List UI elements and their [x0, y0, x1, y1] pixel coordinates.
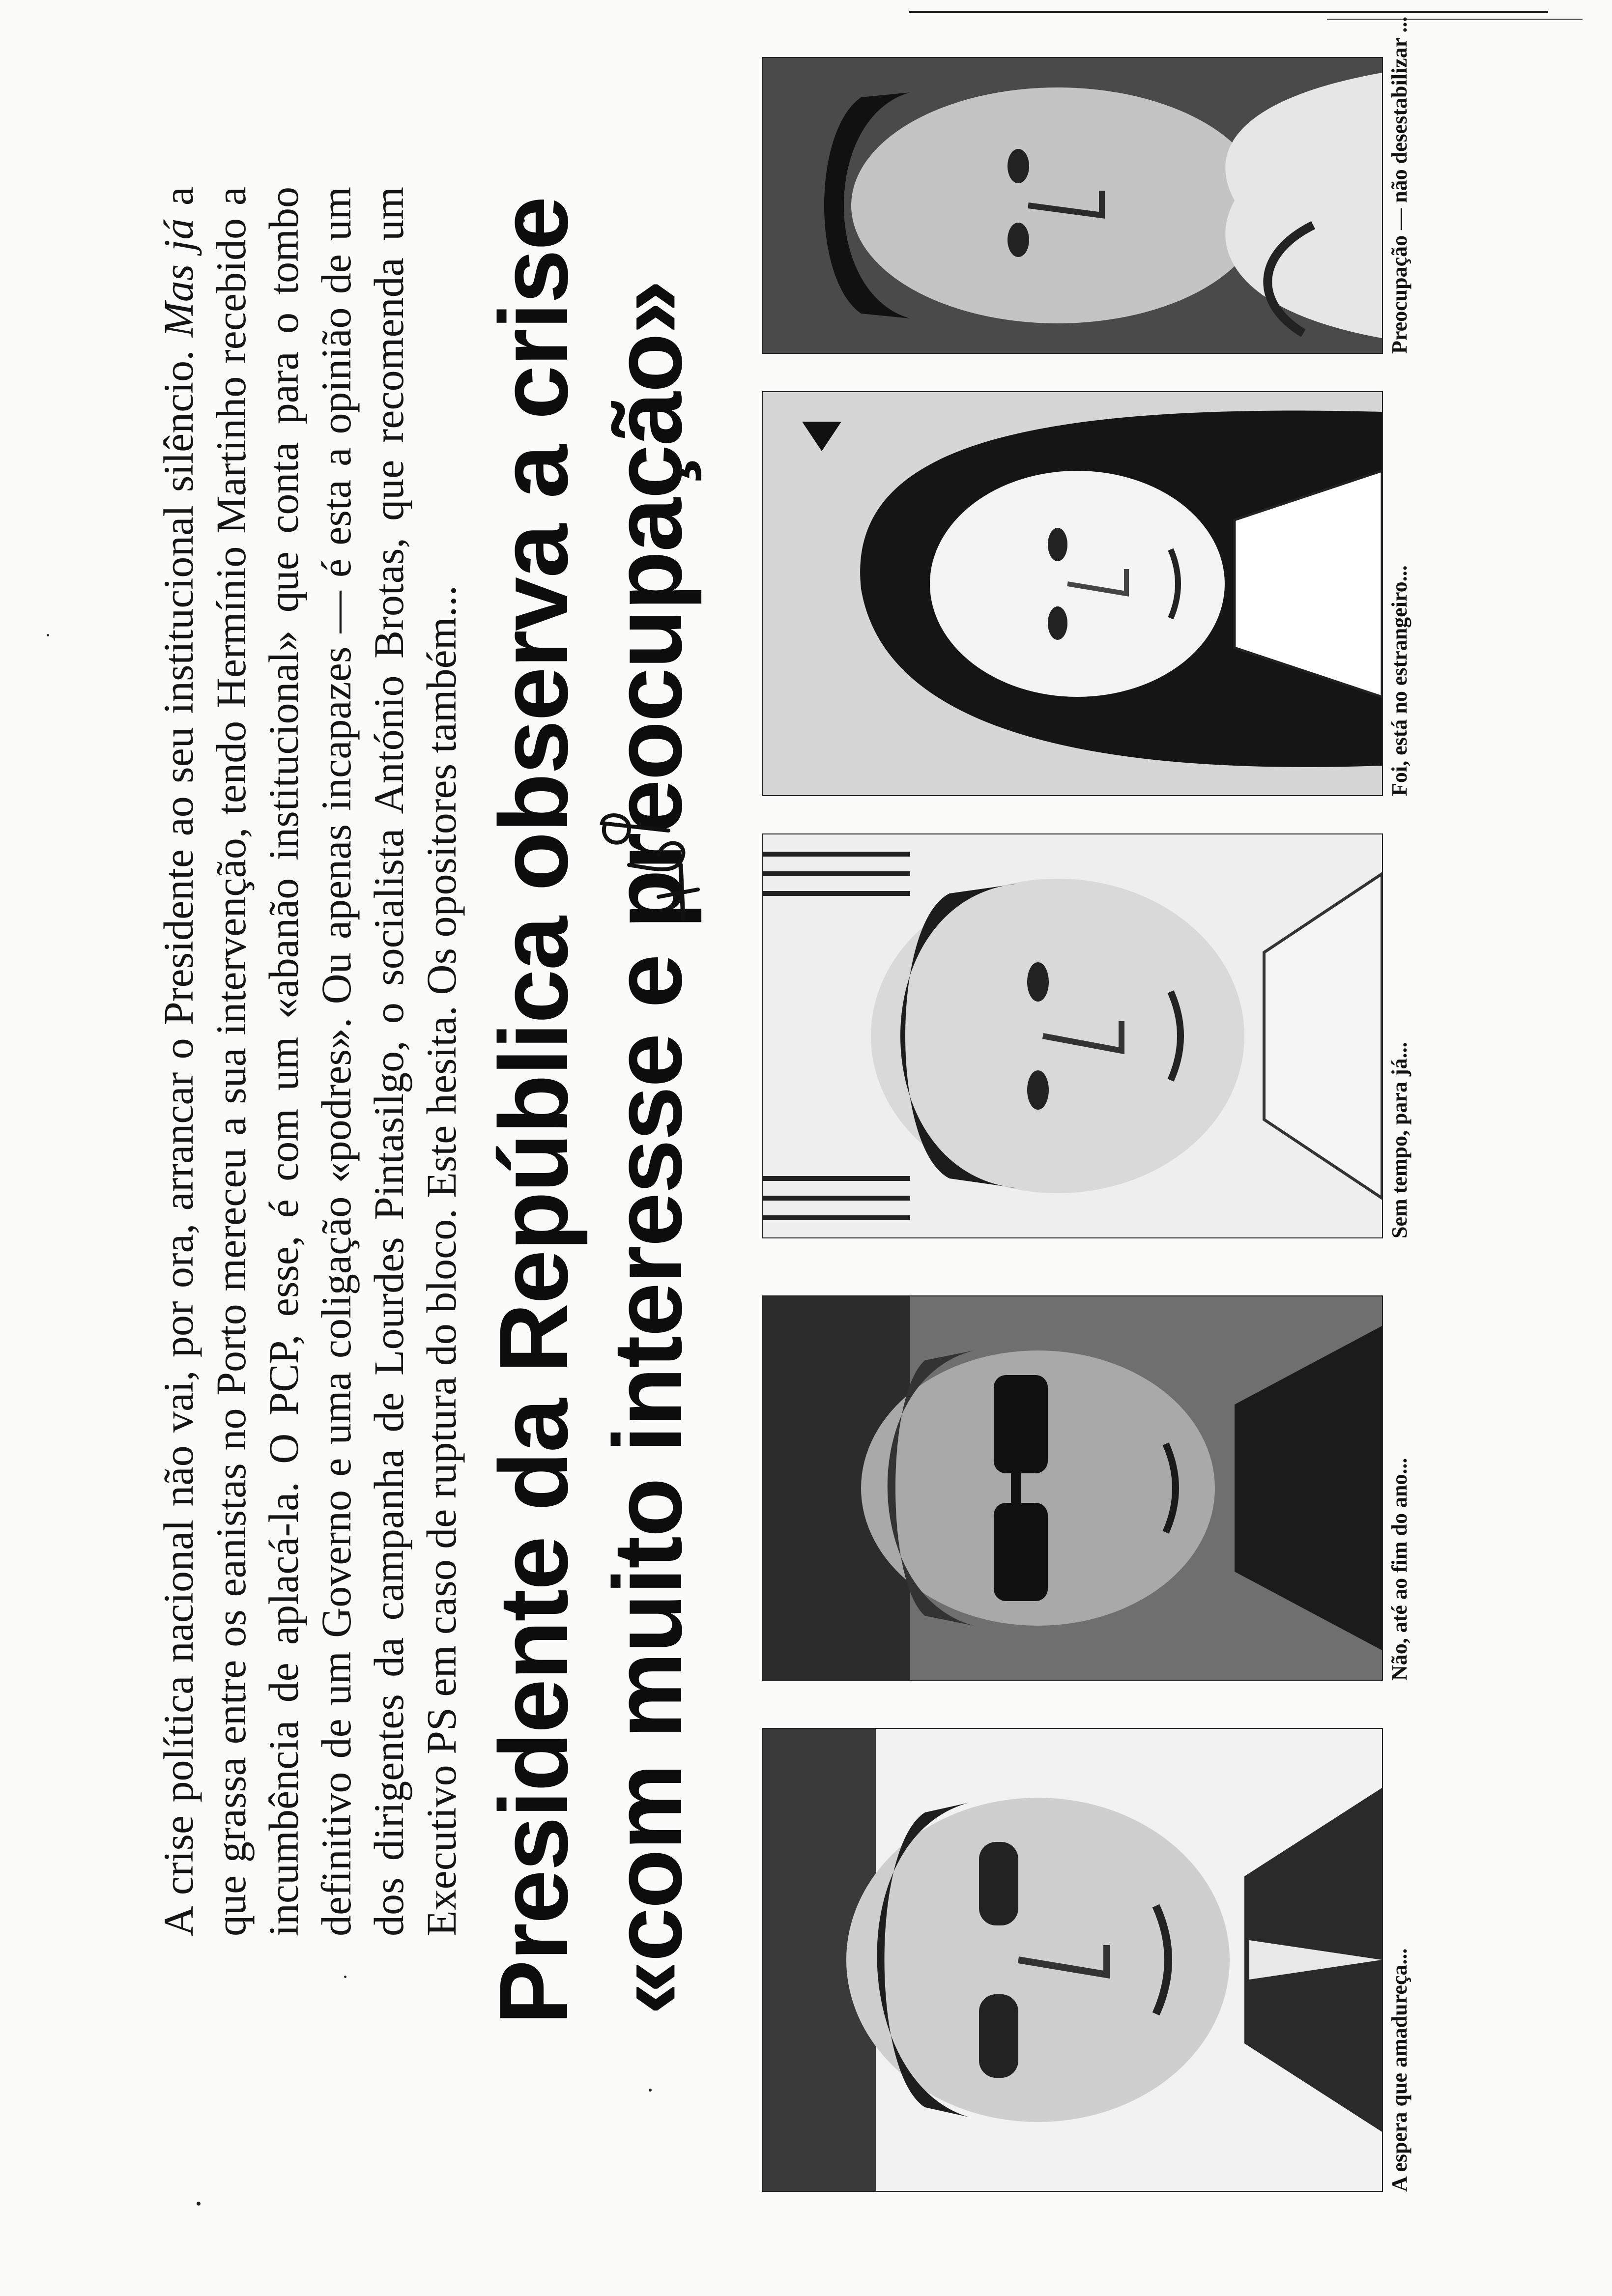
scan-speck [47, 634, 49, 636]
portrait-photo-5 [762, 57, 1383, 354]
portrait-photo-1 [762, 1728, 1383, 2192]
photo-row [762, 16, 1499, 2211]
scan-edge-line [909, 11, 1548, 13]
portrait-photo-3 [762, 833, 1383, 1238]
portrait-photo-2 [762, 1295, 1383, 1681]
portrait-image [763, 58, 1382, 353]
photo-caption-3: Sem tempo, para já... [1387, 1042, 1411, 1238]
lead-paragraph-rest: a que grassa entre os eanistas no Porto mereceu a sua intervenção, tendo Hermínio Martinho recebido a incumbência de aplacá-la. O PCP, esse, é com um «abanão institucional» que conta para o tombo definitivo de um Governo e uma coligação «podres». Ou apenas incapazes — é esta a opinião de um dos dirigentes da campanha de Lourdes Pintasilgo, o socialista António Brotas, que recomenda um Executivo PS em caso de ruptura do bloco. Este hesita. Os opositores também... [155, 186, 465, 1936]
lead-paragraph-italic: Mas já [155, 218, 202, 337]
headline-line-2: «com muito interesse e preocupação» [593, 281, 702, 2015]
scan-edge-line [1327, 19, 1583, 20]
portrait-image [763, 1729, 1382, 2191]
portrait-photo-4 [762, 391, 1383, 796]
photo-caption-5: Preocupação — não desestabilizar ... [1387, 16, 1411, 354]
lead-paragraph [152, 187, 468, 1936]
photo-caption-1: A espera que amadureça... [1387, 1948, 1411, 2192]
photo-caption-2: Não, até ao fim do ano... [1387, 1458, 1411, 1681]
headline-line-1: Presidente da República observa a crise [479, 197, 588, 2025]
lead-paragraph-start: A crise política nacional não vai, por ora, arrancar o Presidente ao seu institucional silêncio. [155, 337, 202, 1936]
newspaper-article [123, 16, 1499, 2211]
portrait-image [763, 1296, 1382, 1680]
headline [477, 108, 705, 2025]
photo-caption-4: Foi, está no estrangeiro... [1387, 565, 1411, 796]
portrait-image [763, 392, 1382, 795]
portrait-image [763, 834, 1382, 1237]
